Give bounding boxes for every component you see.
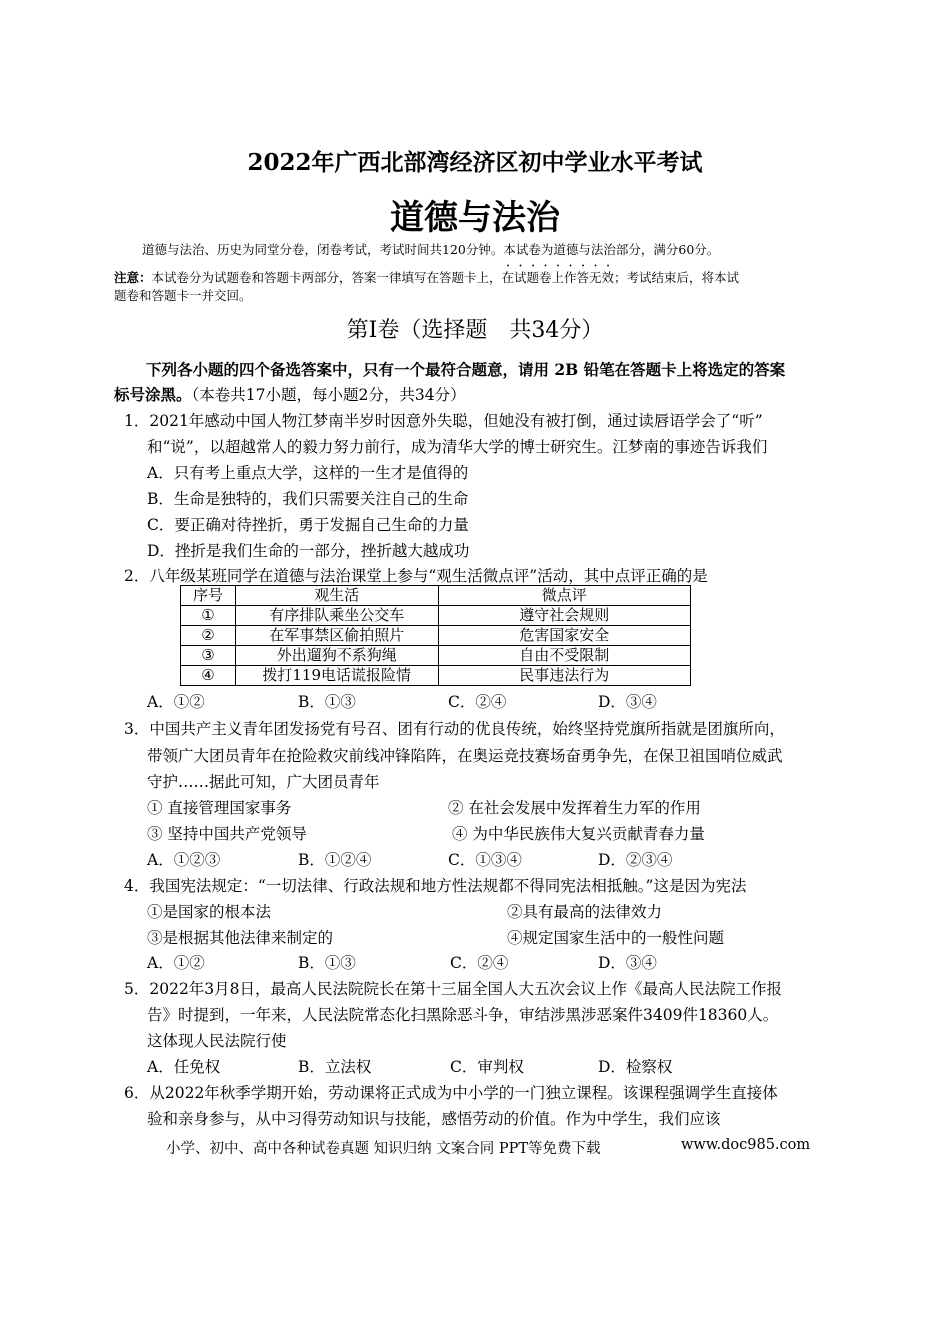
q3-option-c: C．①③④ [448,851,522,869]
q1-stem-line-2: 和“说”，以超越常人的毅力努力前行，成为清华大学的博士研究生。江梦南的事迹告诉我们 [147,438,768,456]
table-row [181,666,691,686]
q4-statement-1: ①是国家的根本法 [147,903,272,921]
q3-option-b: B．①②④ [298,851,372,869]
exam-title: 2022年广西北部湾经济区初中学业水平考试 [247,149,703,176]
table-cell: 遵守社会规则 [438,606,690,626]
table-cell: 民事违法行为 [438,666,690,686]
q3-stem-line-3: 守护……据此可知，广大团员青年 [147,773,380,791]
q5-option-b: B．立法权 [298,1058,372,1076]
q2-option-a: A．①② [147,693,205,711]
table-cell: 在军事禁区偷拍照片 [235,626,438,646]
q2-table [180,585,691,686]
q5-option-a: A．任免权 [147,1058,221,1076]
table-header-cell: 微点评 [438,586,690,606]
q3-stem-line-1: 3．中国共产主义青年团发扬党有号召、团有行动的优良传统，始终坚持党旗所指就是团旗所向， [124,720,785,738]
q2-option-b: B．①③ [298,693,356,711]
subject-title: 道德与法治 [390,198,560,238]
q1-stem-line-1: 1．2021年感动中国人物江梦南半岁时因意外失聪，但她没有被打倒，通过读唇语学会了“听” [124,412,763,430]
q3-statement-3: ③ 坚持中国共产党领导 [147,825,307,843]
table-cell: 有序排队乘坐公交车 [235,606,438,626]
q4-option-a: A．①② [147,954,205,972]
q4-statement-3: ③是根据其他法律来制定的 [147,929,334,947]
instruction-line-2 [114,383,466,405]
q3-option-d: D．②③④ [598,851,673,869]
q3-stem-line-2: 带领广大团员青年在抢险救灾前线冲锋陷阵，在奥运竞技赛场奋勇争先，在保卫祖国哨位威武 [147,747,783,765]
notice-text-c: ；考试结束后，将本试 [614,270,740,285]
q1-option-b: B．生命是独特的，我们只需要关注自己的生命 [147,490,469,508]
q4-stem: 4．我国宪法规定：“一切法律、行政法规和地方性法规都不得同宪法相抵触。”这是因为宪法 [124,877,747,895]
q4-option-b: B．①③ [298,954,356,972]
q3-statement-4: ④ 为中华民族伟大复兴贡献青春力量 [452,825,705,843]
table-cell: ③ [181,646,236,666]
instruction-line-1: 下列各小题的四个备选答案中，只有一个最符合题意，请用 2B 铅笔在答题卡上将选定的答案 [146,360,786,379]
section-title: 第Ⅰ卷（选择题 共34分） [346,318,604,343]
notice-emphasis: 在试题卷上作答无效 [501,270,615,285]
q2-stem: 2．八年级某班同学在道德与法治课堂上参与“观生活微点评”活动，其中点评正确的是 [124,567,708,585]
table-cell: ② [181,626,236,646]
table-cell: 危害国家安全 [438,626,690,646]
instruction-rest: （本卷共17小题，每小题2分，共34分） [191,386,466,404]
q5-stem-line-3: 这体现人民法院行使 [147,1032,287,1050]
notice-text-a: 本试卷分为试题卷和答题卡两部分，答案一律填写在答题卡上， [151,270,502,285]
notice-label: 注意： [114,270,152,285]
q2-option-c: C．②④ [448,693,507,711]
q4-option-c: C．②④ [450,954,509,972]
q2-table-header [181,586,691,606]
q3-option-a: A．①②③ [147,851,221,869]
table-header-cell: 观生活 [235,586,438,606]
table-row [181,646,691,666]
q1-option-d: D．挫折是我们生命的一部分，挫折越大越成功 [147,542,470,560]
q6-stem-line-2: 验和亲身参与，从中习得劳动知识与技能，感悟劳动的价值。作为中学生，我们应该 [147,1110,721,1128]
table-cell: 外出遛狗不系狗绳 [235,646,438,666]
q6-stem-line-1: 6．从2022年秋季学期开始，劳动课将正式成为中小学的一门独立课程。该课程强调学生直接体 [124,1084,778,1102]
notice-line-1 [114,263,739,286]
q1-option-c: C．要正确对待挫折，勇于发掘自己生命的力量 [147,516,469,534]
table-cell: ④ [181,666,236,686]
table-row [181,606,691,626]
notice-line-2: 题卷和答题卡一并交回。 [114,288,252,303]
table-header-cell: 序号 [181,586,236,606]
table-row [181,626,691,646]
table-cell: 拨打119电话谎报险情 [235,666,438,686]
q4-option-d: D．③④ [598,954,657,972]
q1-option-a: A．只有考上重点大学，这样的一生才是值得的 [147,464,469,482]
footer-text: 小学、初中、高中各种试卷真题 知识归纳 文案合同 PPT等免费下载 [166,1141,601,1157]
instruction-bold: 标号涂黑。 [114,385,192,404]
q4-statement-2: ②具有最高的法律效力 [507,903,663,921]
q5-option-d: D．检察权 [598,1058,673,1076]
table-cell: 自由不受限制 [438,646,690,666]
table-cell: ① [181,606,236,626]
q3-statement-2: ② 在社会发展中发挥着生力军的作用 [448,799,701,817]
q4-statement-4: ④规定国家生活中的一般性问题 [507,929,725,947]
footer-url[interactable]: www.doc985.com [681,1137,811,1153]
q3-statement-1: ① 直接管理国家事务 [147,799,292,817]
q2-option-d: D．③④ [598,693,657,711]
q5-option-c: C．审判权 [450,1058,524,1076]
q5-stem-line-1: 5．2022年3月8日，最高人民法院院长在第十三届全国人大五次会议上作《最高人民法院工作报 [124,980,783,998]
exam-intro: 道德与法治、历史为同堂分卷，闭卷考试，考试时间共120分钟。本试卷为道德与法治部分，满分60分。 [142,242,720,257]
q5-stem-line-2: 告》时提到，一年来，人民法院常态化扫黑除恶斗争，审结涉黑涉恶案件3409件18360人。 [147,1006,779,1024]
